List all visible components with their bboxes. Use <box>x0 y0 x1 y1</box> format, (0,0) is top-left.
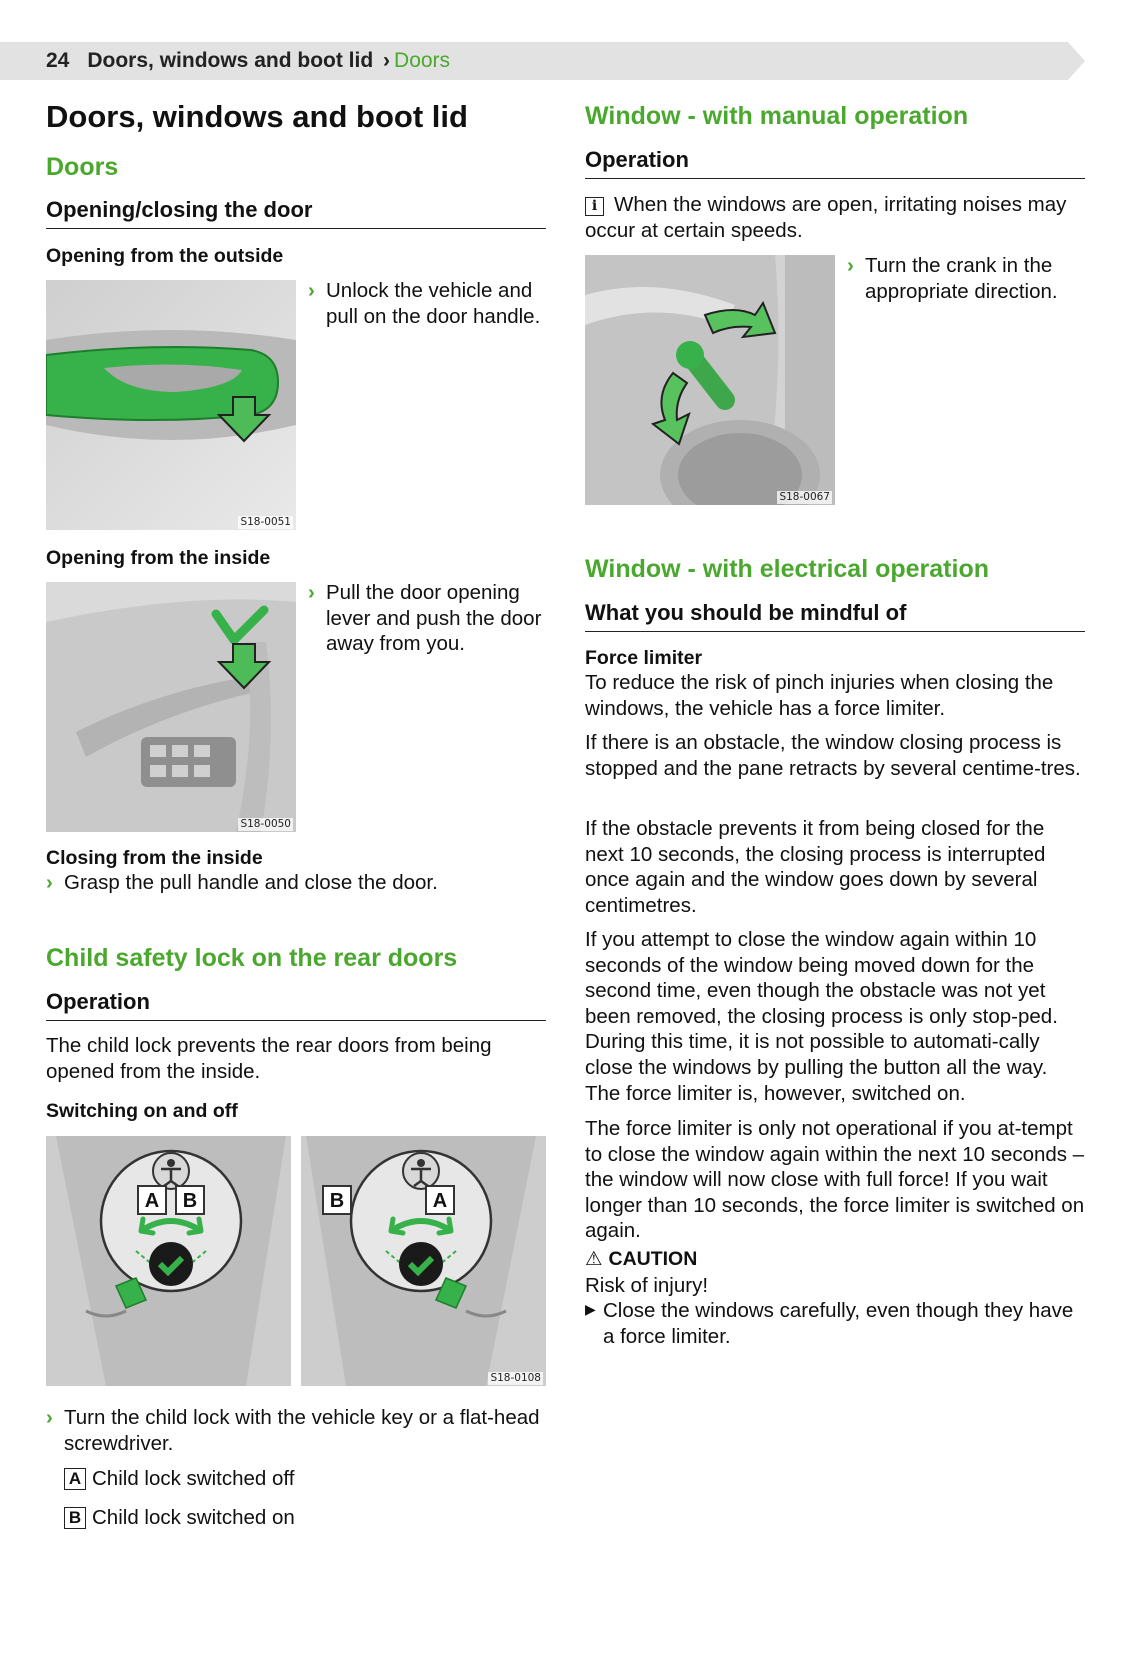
doors-heading: Doors <box>46 153 119 181</box>
figure-code: S18-0108 <box>490 1372 541 1384</box>
figure-code: S18-0067 <box>779 491 830 503</box>
outside-heading: Opening from the outside <box>46 245 284 267</box>
breadcrumb-section: Doors, windows and boot lid <box>87 49 374 72</box>
closing-heading: Closing from the inside <box>46 847 263 869</box>
force-limiter-paragraph-1: To reduce the risk of pinch injuries when closing the windows, the vehicle has a force limiter. <box>585 671 1054 720</box>
step-chevron-icon: › <box>46 1406 53 1429</box>
manual-step-text: Turn the crank in the appropriate direction. <box>865 254 1058 303</box>
mindful-heading: What you should be mindful of <box>585 599 1085 632</box>
caution-bullet-icon: ▶ <box>585 1302 596 1318</box>
info-icon: i <box>585 197 604 216</box>
inside-step-text: Pull the door opening lever and push the door away from you. <box>326 581 542 656</box>
door-panel-illustration <box>46 582 296 832</box>
chapter-title: Doors, windows and boot lid <box>46 99 468 134</box>
child-lock-illustration <box>46 1136 546 1386</box>
step-chevron-icon: › <box>308 279 315 302</box>
figure-child-lock <box>46 1136 546 1386</box>
breadcrumb-separator: › <box>383 49 391 72</box>
caution-label: CAUTION <box>608 1248 698 1270</box>
legend-text-b: Child lock switched on <box>92 1506 295 1529</box>
outside-step <box>308 278 546 329</box>
step-chevron-icon: › <box>308 581 315 604</box>
figure-code: S18-0050 <box>240 818 291 830</box>
force-limiter-paragraph-2: If there is an obstacle, the window closing process is stopped and the pane retracts by several centime-tres. <box>585 731 1081 780</box>
breadcrumb <box>46 47 450 75</box>
child-lock-intro: The child lock prevents the rear doors from being opened from the inside. <box>46 1034 492 1083</box>
legend-key-b: B <box>64 1507 86 1529</box>
closing-step <box>46 870 546 896</box>
breadcrumb-current[interactable]: Doors <box>394 49 451 72</box>
caution-bullet-text: Close the windows carefully, even though they have a force limiter. <box>603 1299 1074 1348</box>
figure-code: S18-0051 <box>240 516 291 528</box>
label-b-right: B <box>329 1190 345 1212</box>
switching-heading: Switching on and off <box>46 1100 238 1122</box>
door-handle-illustration <box>46 280 296 530</box>
manual-info-text: When the windows are open, irritating noises may occur at certain speeds. <box>585 193 1067 242</box>
label-a-left: A <box>144 1190 160 1212</box>
child-lock-step-text: Turn the child lock with the vehicle key or a flat-head screwdriver. <box>64 1406 540 1455</box>
legend-key-a: A <box>64 1468 86 1490</box>
force-limiter-heading: Force limiter <box>585 647 703 669</box>
label-b-left: B <box>182 1190 198 1212</box>
figure-outside-handle <box>46 280 296 530</box>
legend-item-a <box>64 1466 294 1492</box>
caution-bullet <box>585 1298 1085 1349</box>
force-limiter-paragraph-3: If the obstacle prevents it from being closed for the next 10 seconds, the closing process is interrupted once again and the window goes down by several centimetres. <box>585 817 1046 917</box>
figure-inside-lever <box>46 582 296 832</box>
manual-info-note <box>585 192 1085 243</box>
manual-operation-heading: Operation <box>585 146 1085 179</box>
legend-item-b <box>64 1505 295 1531</box>
page-header <box>0 42 1085 80</box>
inside-heading: Opening from the inside <box>46 547 271 569</box>
caution-text: Risk of injury! <box>585 1274 709 1297</box>
window-crank-illustration <box>585 255 835 505</box>
force-limiter-paragraph-5: The force limiter is only not operational if you at-tempt to close the window again within the next 10 seconds – the window will now close with full force! If you wait longer than 10 seconds, the force limiter is switched on again. <box>585 1117 1085 1243</box>
child-lock-panel-left <box>46 1136 291 1386</box>
figure-window-crank <box>585 255 835 505</box>
manual-window-heading: Window - with manual operation <box>585 102 969 130</box>
child-lock-panel-right <box>301 1136 546 1386</box>
closing-step-text: Grasp the pull handle and close the door. <box>64 871 438 894</box>
manual-step <box>847 253 1085 304</box>
electrical-window-heading: Window - with electrical operation <box>585 555 989 583</box>
step-chevron-icon: › <box>46 871 53 894</box>
inside-step <box>308 580 546 657</box>
child-lock-operation-heading: Operation <box>46 988 546 1021</box>
force-limiter-paragraph-4: If you attempt to close the window again within 10 seconds of the window being moved down for the second time, even though the obstacle was not yet been removed, the closing process is only stop-ped. During this time, it is not possible to automati-cally close the windows by pulling the button all the way. The force limiter is, however, switched on. <box>585 928 1058 1105</box>
step-chevron-icon: › <box>847 254 854 277</box>
outside-step-text: Unlock the vehicle and pull on the door handle. <box>326 279 541 328</box>
opening-closing-heading: Opening/closing the door <box>46 196 546 229</box>
child-lock-heading: Child safety lock on the rear doors <box>46 944 458 972</box>
caution-heading <box>585 1246 697 1272</box>
label-a-right: A <box>432 1190 448 1212</box>
page-number: 24 <box>46 49 70 72</box>
child-lock-step <box>46 1405 546 1456</box>
caution-icon: ⚠ <box>585 1247 603 1270</box>
legend-text-a: Child lock switched off <box>92 1467 295 1490</box>
